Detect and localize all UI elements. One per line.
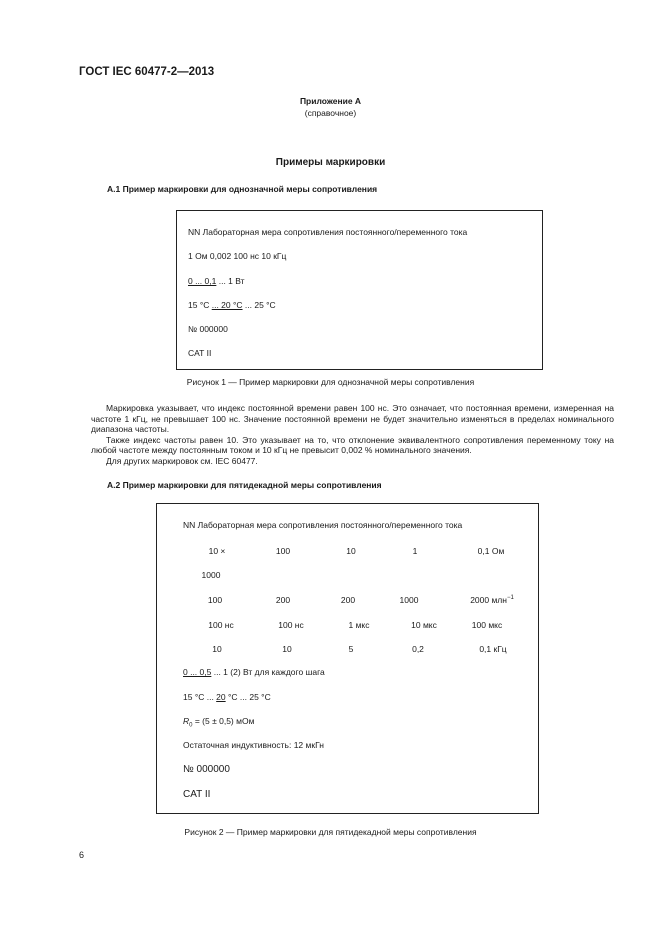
- row1-multiplier-1-cont: 1000: [201, 570, 221, 580]
- figure2-inductance: Остаточная индуктивность: 12 мкГн: [183, 740, 324, 750]
- section1-heading: А.1 Пример маркировки для однозначной меры сопротивления: [107, 184, 378, 194]
- row4-freq-1: 10: [212, 644, 222, 654]
- document-header: ГОСТ IEC 60477-2—2013: [79, 66, 215, 78]
- figure1-category: CAT II: [188, 348, 212, 358]
- figure2-serial-number: № 000000: [183, 764, 230, 775]
- appendix-title: Приложение А: [299, 96, 362, 106]
- row3-time-5: 100 мкс: [471, 620, 503, 630]
- figure2-temp-max: °С ... 25 °С: [225, 692, 271, 702]
- figure1-power-max: ... 1 Вт: [216, 276, 245, 286]
- figure2-line1: NN Лабораторная мера сопротивления постоянного/переменного тока: [183, 520, 463, 530]
- row2-steps-5-exp: −1: [506, 595, 514, 602]
- figure1-power: [188, 276, 245, 286]
- appendix-subtitle: (справочное): [304, 108, 357, 118]
- row1-multiplier-4: 1: [412, 546, 418, 556]
- figure1-power-range: 0 ... 0,1: [188, 276, 217, 286]
- row2-steps-1: 100: [207, 595, 223, 605]
- row4-freq-4: 0,2: [412, 644, 424, 654]
- row1-multiplier-3: 10: [346, 546, 356, 556]
- figure2-marking-box: [156, 503, 539, 814]
- main-title: Примеры маркировки: [275, 157, 386, 168]
- row2-steps-4: 1000: [399, 595, 419, 605]
- paragraph-1: Маркировка указывает, что индекс постоянной времени равен 100 нс. Это означает, что постоянная времени, измеренная на частоте 1 кГц, не превышает 100 нс. Значение постоянной времени не будет значительно изменяться в пределах номинального диапазона частоты.: [91, 403, 614, 435]
- figure2-category: CAT II: [183, 789, 211, 800]
- figure2-temp-min: 15 °С ...: [183, 692, 217, 702]
- row1-multiplier-2: 100: [275, 546, 291, 556]
- figure2-r0: [183, 716, 254, 729]
- row4-freq-2: 10: [282, 644, 292, 654]
- r0-symbol: R: [183, 716, 190, 726]
- figure1-serial-number: № 000000: [188, 324, 228, 334]
- row4-freq-5: 0,1 кГц: [479, 644, 507, 654]
- row1-multiplier-1: 10 ×: [208, 546, 226, 556]
- row2-steps-2: 200: [275, 595, 291, 605]
- r0-subscript: 0: [189, 722, 193, 729]
- figure2-temp-ref: 20: [216, 692, 226, 702]
- row3-time-1: 100 нс: [208, 620, 234, 630]
- figure1-temperature: [188, 300, 276, 310]
- figure1-marking-box: [176, 210, 543, 370]
- row3-time-2: 100 нс: [278, 620, 304, 630]
- row1-multiplier-5: 0,1 Ом: [477, 546, 505, 556]
- paragraph-2: Также индекс частоты равен 10. Это указывает на то, что отклонение эквивалентного сопротивления переменному току на любой частоте между постоянным током и 10 кГц не превысит 0,002 % номинального значения.: [91, 434, 614, 456]
- explanation-text: [91, 403, 614, 467]
- r0-value: = (5 ± 0,5) мОм: [192, 716, 255, 726]
- row2-steps-3: 200: [340, 595, 356, 605]
- figure2-power-max: ... 1 (2) Вт для каждого шага: [211, 667, 325, 677]
- figure1-line2: 1 Ом 0,002 100 нс 10 кГц: [188, 251, 287, 261]
- figure1-caption: Рисунок 1 — Пример маркировки для однозначной меры сопротивления: [186, 377, 475, 387]
- row3-time-3: 1 мкс: [348, 620, 370, 630]
- figure2-temperature: [183, 692, 271, 702]
- figure1-temp-ref: ... 20 °С: [211, 300, 243, 310]
- page-number: 6: [79, 850, 85, 860]
- figure2-power-range: 0 ... 0,5: [183, 667, 212, 677]
- figure1-line1: NN Лабораторная мера сопротивления постоянного/переменного тока: [188, 227, 468, 237]
- figure1-temp-max: ... 25 °С: [242, 300, 276, 310]
- section2-heading: А.2 Пример маркировки для пятидекадной меры сопротивления: [107, 480, 382, 490]
- figure2-power: [183, 667, 325, 677]
- row2-steps-5-value: 2000 млн: [470, 595, 507, 605]
- row3-time-4: 10 мкс: [411, 620, 437, 630]
- paragraph-3: Для других маркировок см. IEC 60477.: [106, 455, 258, 466]
- row2-steps-5: [470, 595, 514, 605]
- figure1-temp-min: 15 °С: [188, 300, 212, 310]
- row4-freq-3: 5: [348, 644, 354, 654]
- figure2-caption: Рисунок 2 — Пример маркировки для пятидекадной меры сопротивления: [184, 827, 477, 837]
